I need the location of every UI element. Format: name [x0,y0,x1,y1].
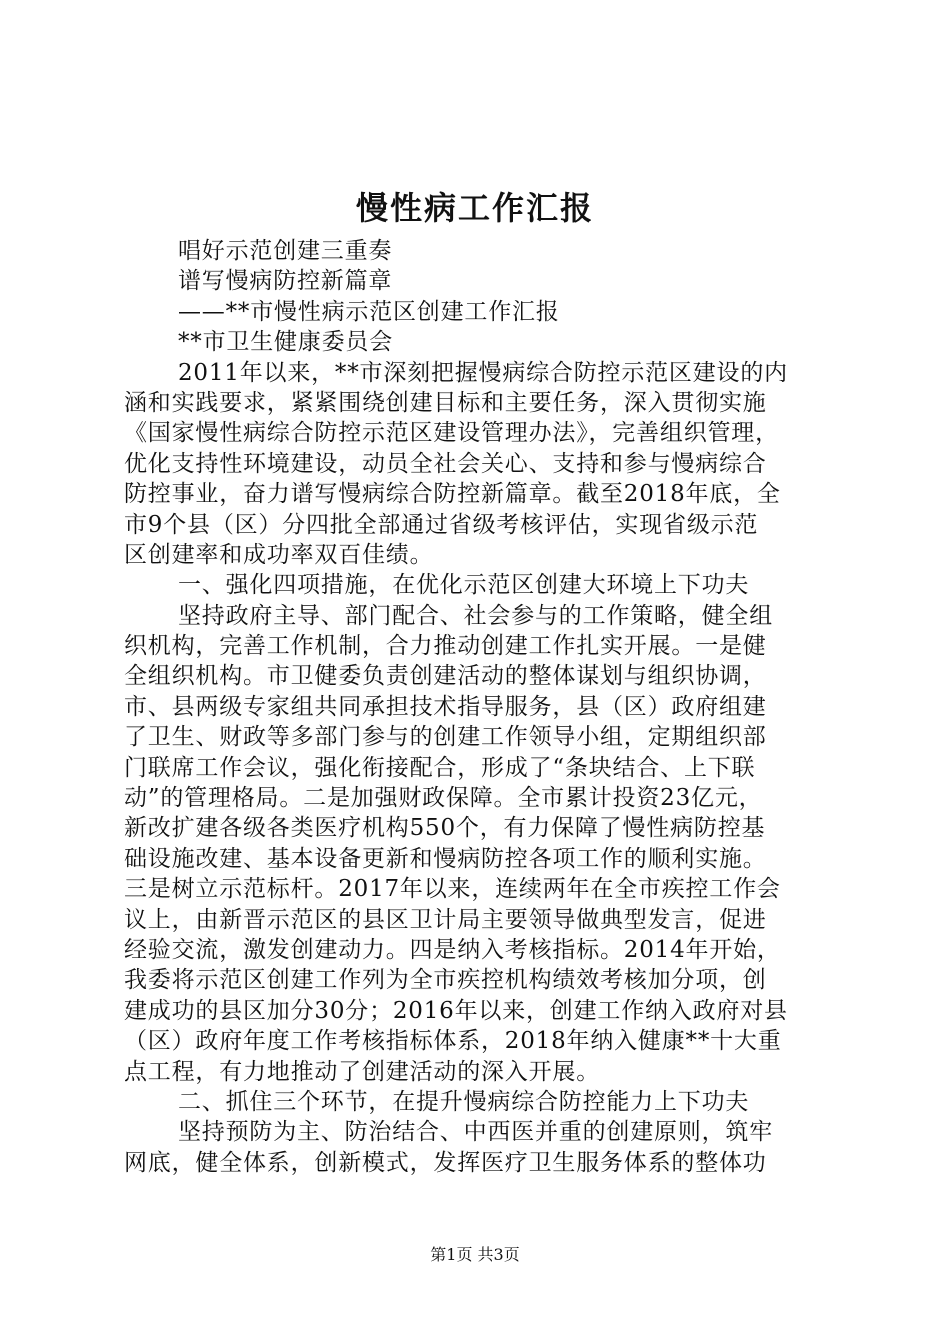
paragraph-line: 一、强化四项措施，在优化示范区创建大环境上下功夫 [178,572,750,599]
paragraph-line: 新改扩建各级各类医疗机构550个，有力保障了慢性病防控基 [124,815,766,842]
paragraph-line: 市、县两级专家组共同承担技术指导服务，县（区）政府组建 [124,693,767,720]
paragraph-line: （区）政府年度工作考核指标体系，2018年纳入健康**十大重 [124,1028,782,1055]
paragraph-line: 坚持预防为主、防治结合、中西医并重的创建原则，筑牢 [178,1119,773,1146]
paragraph-line: ——**市慢性病示范区创建工作汇报 [178,298,560,325]
paragraph-line: 动”的管理格局。二是加强财政保障。全市累计投资23亿元， [124,785,763,812]
paragraph-line: 区创建率和成功率双百佳绩。 [124,541,434,568]
paragraph-line: **市卫生健康委员会 [178,329,393,356]
paragraph-line: 三是树立示范标杆。2017年以来，连续两年在全市疾控工作会 [124,876,781,903]
paragraph-line: 议上，由新晋示范区的县区卫计局主要领导做典型发言，促进 [124,906,767,933]
paragraph-line: 坚持政府主导、部门配合、社会参与的工作策略，健全组 [178,602,773,629]
paragraph-line: 优化支持性环境建设，动员全社会关心、支持和参与慢病综合 [124,450,767,477]
paragraph-line: 二、抓住三个环节，在提升慢病综合防控能力上下功夫 [178,1088,750,1115]
paragraph-line: 点工程，有力地推动了创建活动的深入开展。 [124,1058,600,1085]
paragraph-line: 建成功的县区加分30分；2016年以来，创建工作纳入政府对县 [124,997,788,1024]
paragraph-line: 织机构，完善工作机制，合力推动创建工作扎实开展。一是健 [124,633,767,660]
paragraph-line: 唱好示范创建三重奏 [178,238,393,264]
paragraph-line: 全组织机构。市卫健委负责创建活动的整体谋划与组织协调， [124,663,767,690]
page-title: 慢性病工作汇报 [355,189,594,227]
paragraph-line: 了卫生、财政等多部门参与的创建工作领导小组，定期组织部 [124,724,767,751]
paragraph-line: 门联席工作会议，强化衔接配合，形成了“条块结合、上下联 [124,754,756,781]
paragraph-line: 涵和实践要求，紧紧围绕创建目标和主要任务，深入贯彻实施 [124,389,767,416]
document-body [124,236,836,1178]
paragraph-line: 市9个县（区）分四批全部通过省级考核评估，实现省级示范 [124,511,759,538]
page-footer: 第1页 共3页 [430,1245,520,1264]
paragraph-line: 经验交流，激发创建动力。四是纳入考核指标。2014年开始， [124,936,781,963]
paragraph-line: 础设施改建、基本设备更新和慢病防控各项工作的顺利实施。 [124,845,767,872]
paragraph-line: 2011年以来，**市深刻把握慢病综合防控示范区建设的内 [178,359,788,386]
paragraph-line: 谱写慢病防控新篇章 [178,268,393,295]
paragraph-line: 防控事业，奋力谱写慢病综合防控新篇章。截至2018年底，全 [124,481,781,508]
paragraph-line: 我委将示范区创建工作列为全市疾控机构绩效考核加分项，创 [124,967,767,994]
paragraph-line: 《国家慢性病综合防控示范区建设管理办法》，完善组织管理， [124,420,779,447]
paragraph-line: 网底，健全体系，创新模式，发挥医疗卫生服务体系的整体功 [124,1149,767,1176]
